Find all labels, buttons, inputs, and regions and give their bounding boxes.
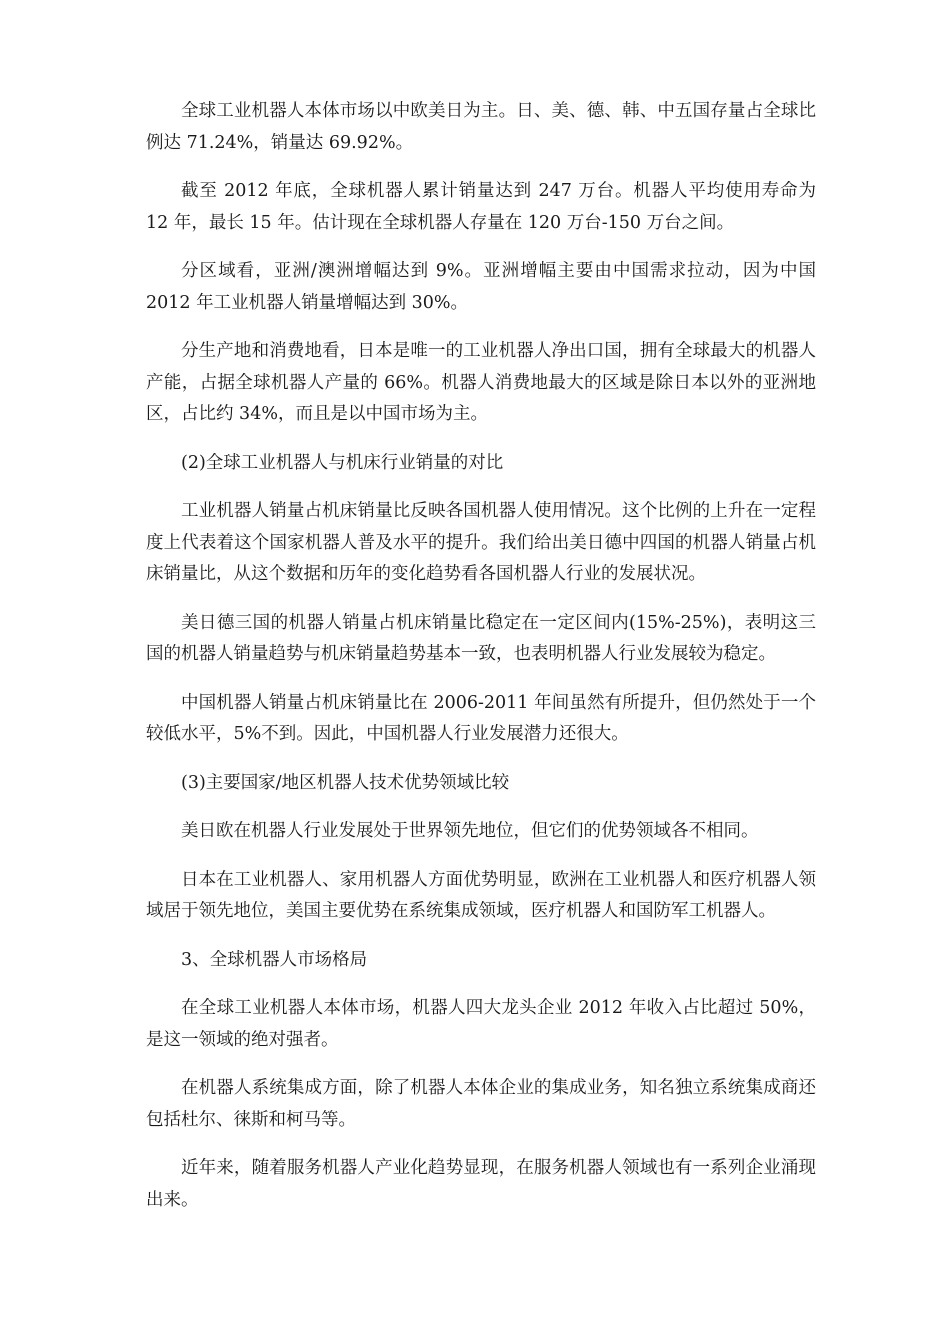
paragraph-big-four: 在全球工业机器人本体市场，机器人四大龙头企业 2012 年收入占比超过 50%，是这一领域的绝对强者。 bbox=[146, 998, 816, 1050]
section-heading-robot-vs-machine-tool: (2)全球工业机器人与机床行业销量的对比 bbox=[181, 452, 504, 473]
section-heading-tech-advantages: (3)主要国家/地区机器人技术优势领域比较 bbox=[181, 772, 510, 793]
paragraph-leading-regions: 美日欧在机器人行业发展处于世界领先地位，但它们的优势领域各不相同。 bbox=[181, 821, 759, 841]
document-page bbox=[146, 96, 816, 1233]
paragraph-china-ratio: 中国机器人销量占机床销量比在 2006-2011 年间虽然有所提升，但仍然处于一个较低水平，5%不到。因此，中国机器人行业发展潜力还很大。 bbox=[146, 692, 816, 744]
paragraph-us-japan-germany: 美日德三国的机器人销量占机床销量比稳定在一定区间内(15%-25%)，表明这三国的机器人销量趋势与机床销量趋势基本一致，也表明机器人行业发展较为稳定。 bbox=[146, 612, 816, 664]
paragraph-regional-strengths: 日本在工业机器人、家用机器人方面优势明显，欧洲在工业机器人和医疗机器人领域居于领先地位，美国主要优势在系统集成领域，医疗机器人和国防军工机器人。 bbox=[146, 869, 816, 921]
paragraph-system-integrators: 在机器人系统集成方面，除了机器人本体企业的集成业务，知名独立系统集成商还包括杜尔、徕斯和柯马等。 bbox=[146, 1078, 816, 1130]
paragraph-production-consumption: 分生产地和消费地看，日本是唯一的工业机器人净出口国，拥有全球最大的机器人产能，占据全球机器人产量的 66%。机器人消费地最大的区域是除日本以外的亚洲地区，占比约 34%，而且是以中国市场为主。 bbox=[146, 341, 816, 424]
paragraph-service-robots: 近年来，随着服务机器人产业化趋势显现，在服务机器人领域也有一系列企业涌现出来。 bbox=[146, 1158, 816, 1210]
paragraph-regional-growth: 分区域看，亚洲/澳洲增幅达到 9%。亚洲增幅主要由中国需求拉动，因为中国 2012 年工业机器人销量增幅达到 30%。 bbox=[146, 261, 816, 313]
section-heading-market-landscape: 3、全球机器人市场格局 bbox=[181, 949, 368, 970]
paragraph-cumulative-sales: 截至 2012 年底，全球机器人累计销量达到 247 万台。机器人平均使用寿命为 12 年，最长 15 年。估计现在全球机器人存量在 120 万台-150 万台之间。 bbox=[146, 181, 816, 233]
paragraph-market-share: 全球工业机器人本体市场以中欧美日为主。日、美、德、韩、中五国存量占全球比例达 71.24%，销量达 69.92%。 bbox=[146, 101, 816, 153]
paragraph-sales-ratio: 工业机器人销量占机床销量比反映各国机器人使用情况。这个比例的上升在一定程度上代表着这个国家机器人普及水平的提升。我们给出美日德中四国的机器人销量占机床销量比，从这个数据和历年的变化趋势看各国机器人行业的发展状况。 bbox=[146, 501, 816, 584]
